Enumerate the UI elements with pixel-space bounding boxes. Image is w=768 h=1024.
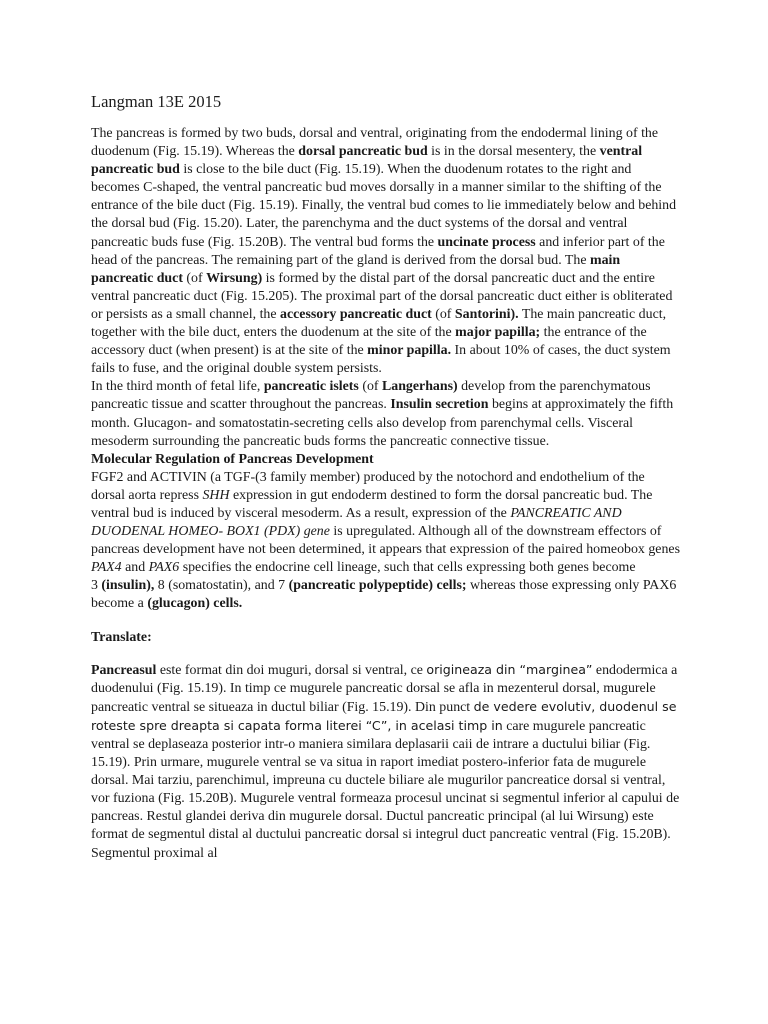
text-run: specifies the endocrine cell lineage, such that cells expressing both genes become: [179, 560, 636, 576]
translate-label: Translate:: [91, 629, 152, 645]
text-run: 8 (somatostatin), and 7: [154, 578, 289, 594]
text-run: In the third month of fetal life,: [91, 379, 264, 395]
text-run: (of: [182, 270, 207, 286]
text-run: PAX4: [91, 560, 122, 576]
text-run: (pancreatic polypeptide) cells;: [288, 578, 467, 594]
text-run: uncinate process: [437, 234, 536, 250]
text-run: is close to the bile duct (Fig. 15.19). When the duodenum rotates to the right and becomes C-shaped, the ventral pancreatic bud moves dorsally in a manner similar to the shifting of the entrance of the bile duct (Fig. 15.19). Finally, the ventral bud comes to lie immediately below and behind the dorsal bud (Fig. 15.20). Later, the parenchyma and the duct systems of the dorsal and ventral pancreatic buds fuse (Fig. 15.20B). The ventral bud forms the: [91, 162, 677, 250]
text-run: develop from the parenchymatous pancreatic tissue and scatter throughout the pancreas.: [91, 379, 651, 413]
text-run: care mugurele pancreatic ventral se deplaseaza posterior intr-o maniera similara deplasarii caii de intrare a ductului biliar (Fig. 15.19). Prin urmare, mugurele ventral se va situa in raport imediat postero-inferior fata de mugurele dorsal. Mai tarziu, parenchimul, impreuna cu ductele biliare ale mugurilor pancreatice dorsal si ventral, vor fuziona (Fig. 15.20B). Mugurele ventral formeaza procesul uncinat si segmentul inferior al capului de pancreas. Restul glandei deriva din mugurele dorsal. Ductul pancreatic principal (al lui Wirsung) este format de segmentul distal al ductului pancreatic dorsal si integrul duct pancreatic ventral (Fig. 15.20B). Segmentul proximal al: [91, 718, 680, 861]
text-run: major papilla;: [455, 325, 541, 341]
text-run: main: [590, 252, 621, 268]
text-run: (of: [358, 379, 382, 395]
text-run: dorsal pancreatic bud: [298, 144, 428, 160]
text-run: Insulin secretion: [390, 397, 489, 413]
text-run: PANCREATIC AND DUODENAL HOMEO- BOX1 (PDX) gene: [91, 505, 622, 540]
paragraph-molecular-regulation: [91, 469, 681, 578]
text-run: is upregulated. Although all of the downstream effectors of pancreas development have not been determined, it appears that expression of the paired homeobox genes: [91, 524, 680, 558]
text-run: begins at approximately the fifth month. Glucagon- and somatostatin-secreting cells also develop from parenchymal cells. Visceral mesoderm surrounding the pancreatic buds forms the pancreatic connective tissue.: [91, 397, 674, 449]
text-run: is formed by the distal part of the dorsal pancreatic duct and the entire ventral pancreatic duct (Fig. 15.205). The proximal part of the dorsal pancreatic duct either is obliterated or persists as a small channel, the: [91, 270, 673, 322]
text-run: is in the dorsal mesentery, the: [427, 144, 600, 160]
text-run: ventral pancreatic bud: [91, 144, 643, 178]
text-run: 3: [91, 578, 102, 594]
text-run: (of: [431, 306, 455, 322]
section-heading: Molecular Regulation of Pancreas Development: [91, 451, 374, 467]
text-run: SHH: [202, 487, 230, 503]
text-run: FGF2 and ACTIVIN (a TGF-(3 family member) produced by the notochord and endothelium of the dorsal aorta repress: [91, 469, 645, 503]
document-page: [91, 92, 681, 863]
text-run: Wirsung): [206, 270, 263, 286]
text-run: de vedere evolutiv, duodenul se roteste spre dreapta si capata forma literei “C”, in acelasi timp in: [91, 698, 677, 733]
text-run: endodermica a duodenului (Fig. 15.19). In timp ce mugurele pancreatic dorsal se afla in mezenterul dorsal, mugurele pancreatic ventral se situeaza in ductul biliar (Fig. 15.19). Din punct: [91, 662, 678, 715]
text-run: (insulin),: [101, 578, 155, 594]
text-run: minor papilla.: [367, 343, 452, 359]
text-run: Santorini).: [454, 306, 519, 322]
text-run: origineaza din “marginea”: [426, 661, 593, 677]
text-run: (glucagon) cells.: [147, 596, 243, 612]
text-run: pancreatic islets: [263, 379, 359, 395]
text-run: whereas those expressing only PAX6 become a: [91, 578, 677, 612]
paragraph-pancreatic-islets: [91, 378, 681, 450]
text-run: pancreatic duct: [91, 270, 183, 286]
text-run: and inferior part of the head of the pancreas. The remaining part of the gland is derived from the dorsal bud. The: [91, 234, 665, 268]
paragraph-pancreas-buds: [91, 125, 681, 270]
text-run: Langerhans): [382, 379, 458, 395]
document-body: [91, 125, 681, 863]
document-title: Langman 13E 2015: [91, 92, 222, 111]
text-run: accessory pancreatic duct: [280, 306, 432, 322]
text-run: Pancreasul: [91, 662, 157, 678]
paragraph-pancreatic-ducts: [91, 270, 681, 379]
text-run: and: [121, 560, 149, 576]
text-run: PAX6: [148, 560, 180, 576]
paragraph-translation: [91, 661, 681, 863]
text-run: expression in gut endoderm destined to form the dorsal pancreatic bud. The ventral bud is induced by visceral mesoderm. As a result, expression of the: [91, 487, 653, 521]
text-run: este format din doi muguri, dorsal si ventral, ce: [156, 662, 427, 678]
paragraph-cell-types: [91, 577, 681, 613]
text-run: In about 10% of cases, the duct system fails to fuse, and the original double system persists.: [91, 343, 671, 377]
text-run: the entrance of the accessory duct (when present) is at the site of the: [91, 325, 647, 359]
text-run: The pancreas is formed by two buds, dorsal and ventral, originating from the endodermal lining of the duodenum (Fig. 15.19). Whereas the: [91, 126, 659, 160]
text-run: The main pancreatic duct, together with the bile duct, enters the duodenum at the site of the: [91, 306, 667, 341]
